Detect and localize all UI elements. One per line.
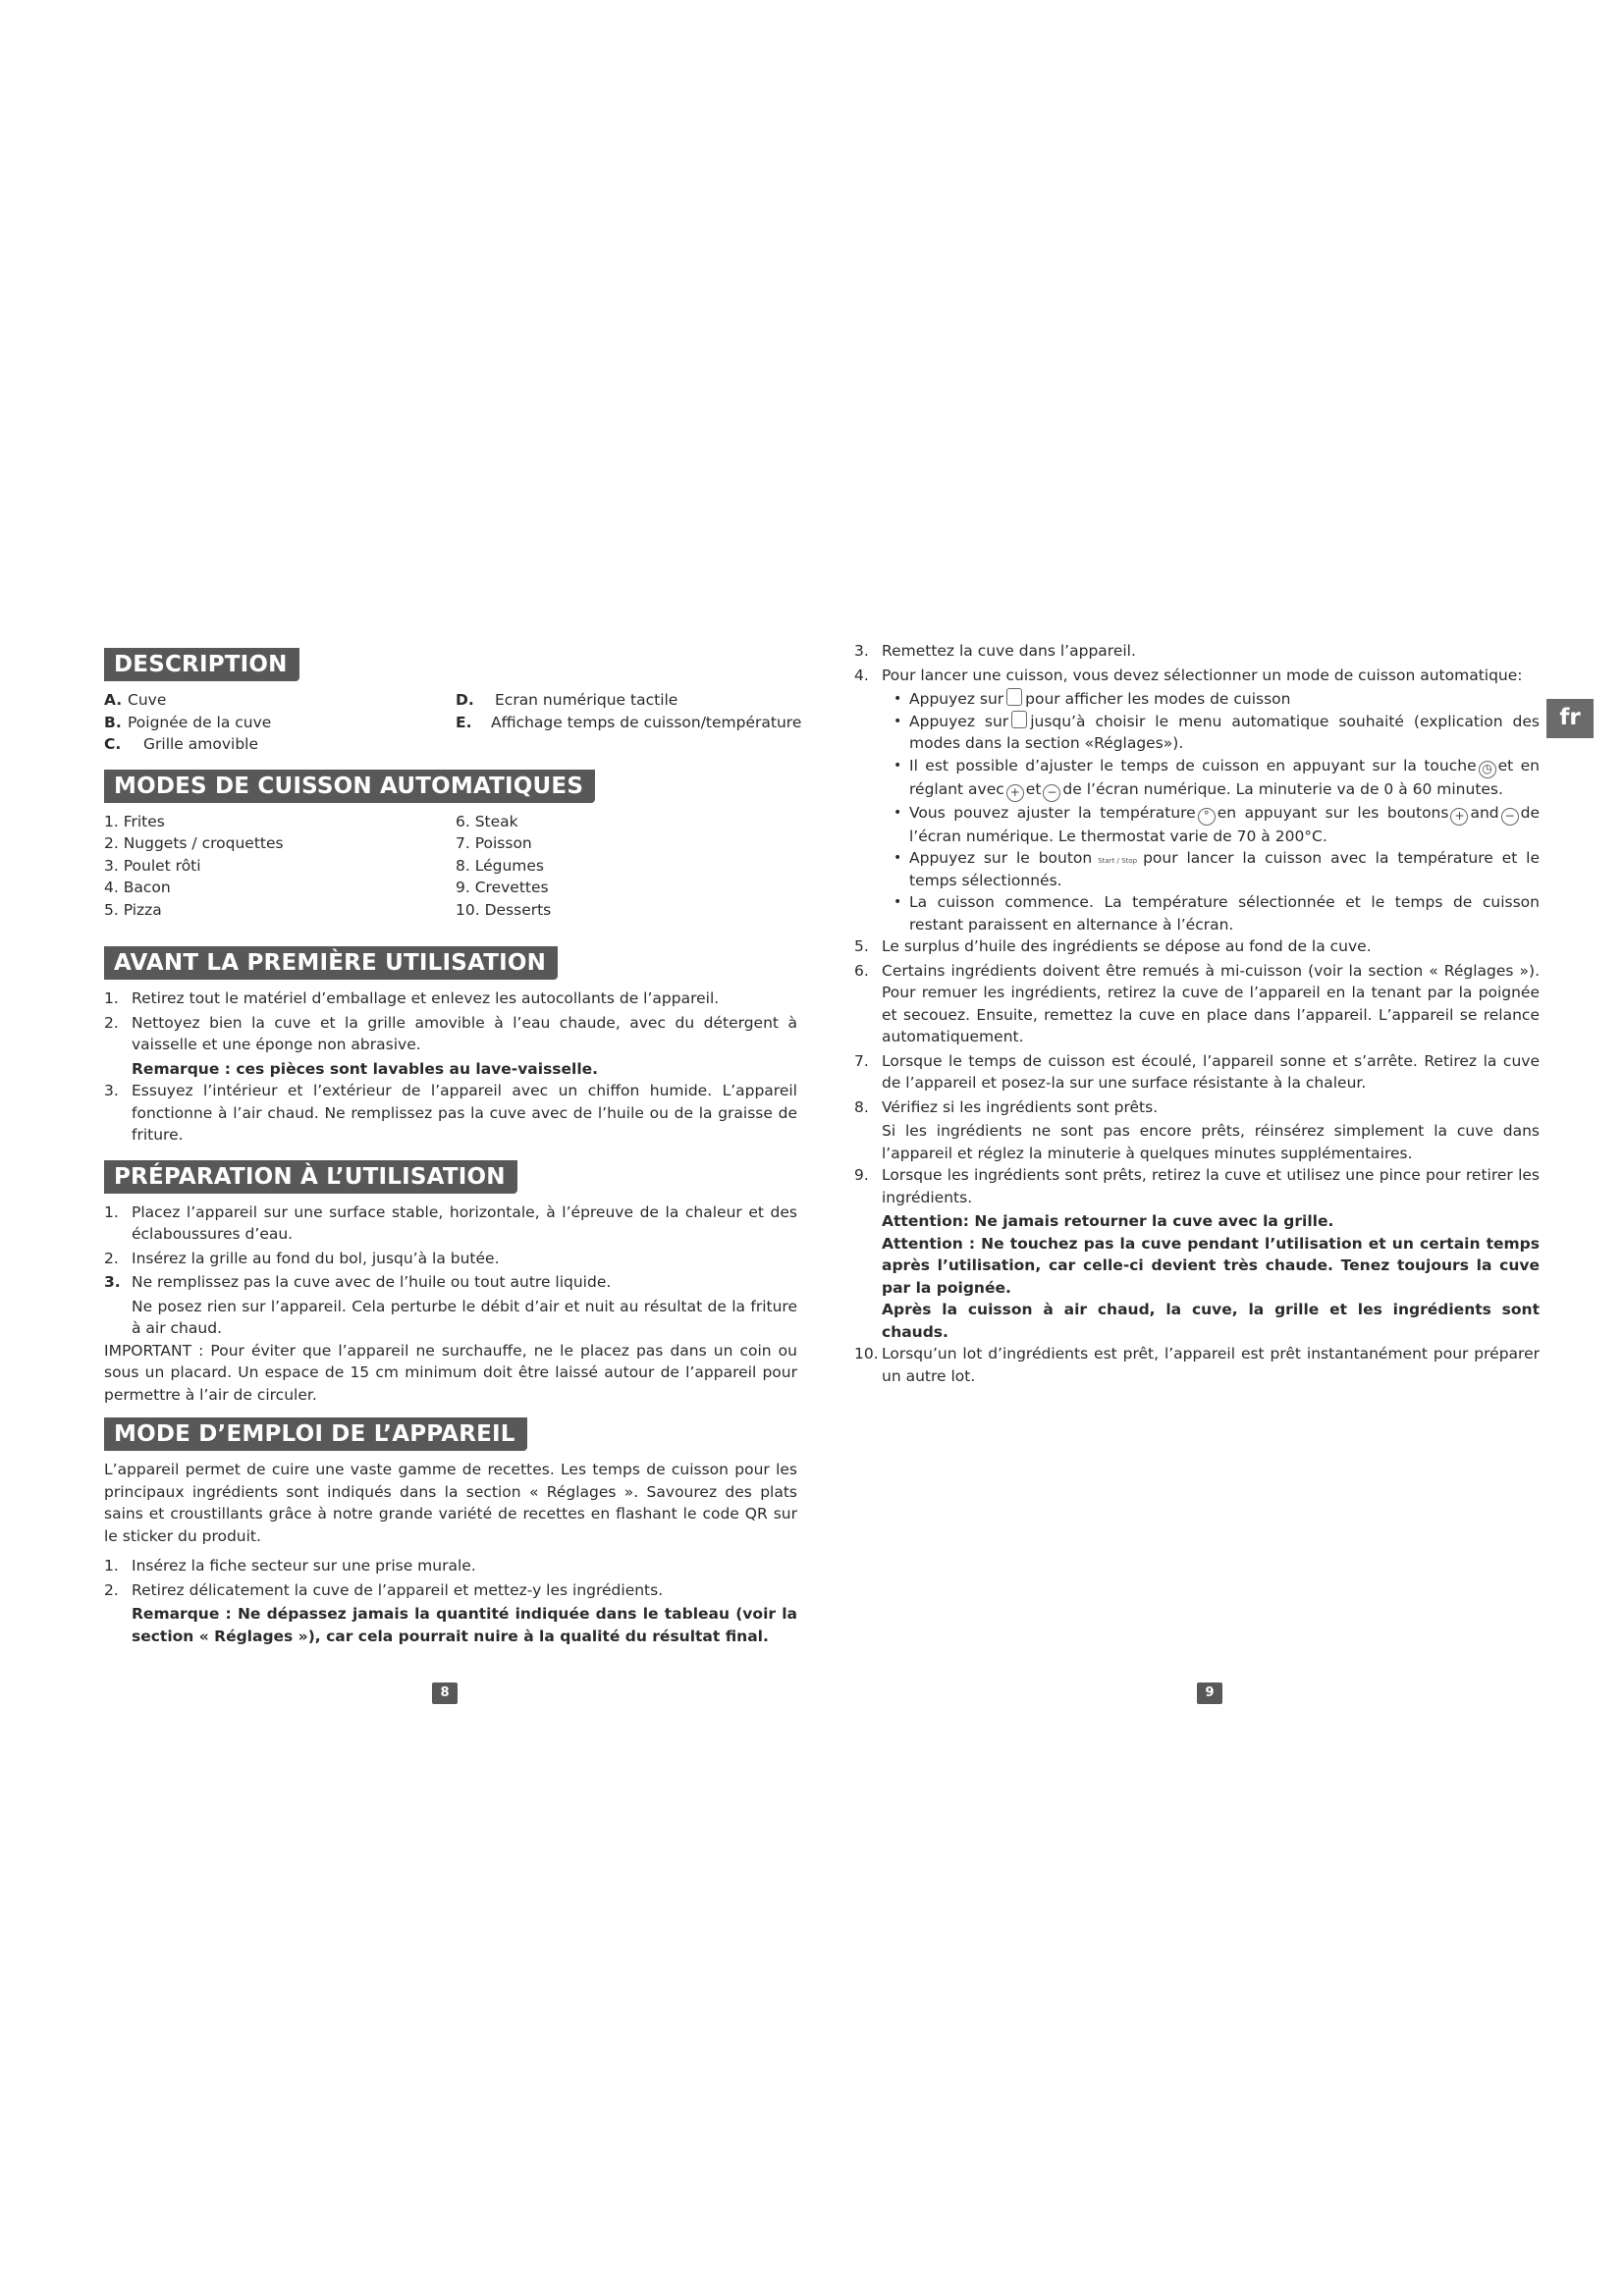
step-text: Nettoyez bien la cuve et la grille amovible à l’eau chaude, avec du détergent à vaisselle et une éponge non abrasive. <box>132 1013 797 1053</box>
avant-step <box>104 988 797 1010</box>
usage-bullet: • Appuyez sur jusqu’à choisir le menu automatique souhaité (explication des modes dans la section «Réglages»). <box>893 712 1540 752</box>
mode-item: 5. Pizza <box>104 900 162 919</box>
item-label: Affichage temps de cuisson/température <box>491 713 802 731</box>
bullet-text: Il est possible d’ajuster le temps de cuisson en appuyant sur la touche <box>909 756 1477 774</box>
preparation-heading: PRÉPARATION À L’UTILISATION <box>104 1160 517 1194</box>
bullet-text: et en réglant avec <box>909 756 1540 798</box>
step-number: 8. <box>854 1097 869 1116</box>
description-col-left <box>104 689 456 756</box>
minus-icon: − <box>1501 808 1519 826</box>
step-number: 3. <box>104 1273 121 1291</box>
mode-item: 9. Crevettes <box>456 879 549 896</box>
thermometer-icon: ° <box>1198 808 1216 826</box>
language-tab: fr <box>1546 699 1594 738</box>
mode-item: 3. Poulet rôti <box>104 856 201 875</box>
page-number-left: 8 <box>432 1682 458 1704</box>
usage-step <box>854 1096 1540 1119</box>
step-number: 4. <box>854 666 869 684</box>
bullet-text: de l’écran numérique. Le thermostat varie de 70 à 200°C. <box>909 803 1541 845</box>
step-number: 1. <box>104 1557 119 1575</box>
avant-step <box>104 1080 797 1147</box>
step-text: Ne remplissez pas la cuve avec de l’huile ou tout autre liquide. <box>132 1273 612 1291</box>
step-text: Pour lancer une cuisson, vous devez sélectionner un mode de cuisson automatique: <box>882 666 1523 684</box>
important-note: IMPORTANT : Pour éviter que l’appareil ne surchauffe, ne le placez pas dans un coin ou sous un placard. Un espace de 15 cm minimum doit être laissé autour de l’appareil pour permettre à l’air de circuler. <box>104 1341 797 1404</box>
mode-emploi-heading: MODE D’EMPLOI DE L’APPAREIL <box>104 1417 527 1451</box>
bullet-text: et <box>1025 779 1042 798</box>
avant-step-note: Remarque : ces pièces sont lavables au lave-vaisselle. <box>132 1059 599 1078</box>
step-number: 7. <box>854 1051 869 1070</box>
timer-icon: ◷ <box>1479 761 1496 778</box>
step-number: 1. <box>104 1202 119 1221</box>
avant-heading: AVANT LA PREMIÈRE UTILISATION <box>104 946 558 980</box>
usage-bullets <box>854 688 1540 935</box>
preparation-step <box>104 1201 797 1246</box>
item-label: Cuve <box>128 691 167 709</box>
bullet-text: Appuyez sur le bouton <box>909 849 1093 867</box>
step-number: 5. <box>854 937 869 955</box>
bullet-text: pour lancer la cuisson avec la température et le temps sélectionnés. <box>909 849 1541 889</box>
start-stop-icon: Start / Stop <box>1098 857 1138 865</box>
mode-emploi-note: Remarque : Ne dépassez jamais la quantité indiquée dans le tableau (voir la section « Réglages »), car cela pourrait nuire à la qualité du résultat final. <box>132 1605 797 1645</box>
mode-item: 4. Bacon <box>104 879 171 896</box>
mode-emploi-body <box>104 1459 797 1647</box>
item-label: Ecran numérique tactile <box>495 691 678 709</box>
description-item <box>104 712 456 734</box>
usage-bullet: • Appuyez sur pour afficher les modes de cuisson <box>893 690 1291 708</box>
menu-icon <box>1011 711 1027 728</box>
item-key: C. <box>104 735 122 753</box>
step-text: Remettez la cuve dans l’appareil. <box>882 642 1136 660</box>
item-label: Poignée de la cuve <box>128 713 272 731</box>
step-number: 10. <box>854 1345 879 1362</box>
bullet-text: and <box>1470 803 1499 822</box>
plus-icon: + <box>1450 808 1468 826</box>
step-text: Retirez délicatement la cuve de l’appareil et mettez-y les ingrédients. <box>132 1580 664 1599</box>
bullet-text: Vous pouvez ajuster la température <box>909 803 1196 822</box>
step-number: 3. <box>854 642 869 660</box>
description-item <box>456 712 802 734</box>
step-text: Lorsque les ingrédients sont prêts, retirez la cuve et utilisez une pince pour retirer les ingrédients. <box>882 1166 1540 1206</box>
description-item <box>104 733 456 756</box>
right-page <box>854 640 1540 1389</box>
step-text: Retirez tout le matériel d’emballage et enlevez les autocollants de l’appareil. <box>132 989 720 1007</box>
minus-icon: − <box>1043 784 1060 802</box>
step-text: Insérez la grille au fond du bol, jusqu’à la butée. <box>132 1249 500 1267</box>
bullet-text: de l’écran numérique. La minuterie va de 0 à 60 minutes. <box>1062 779 1503 798</box>
modes-col-right <box>456 811 799 922</box>
usage-step <box>854 935 1540 958</box>
mode-emploi-intro: L’appareil permet de cuire une vaste gamme de recettes. Les temps de cuisson pour les principaux ingrédients sont indiqués dans la section « Réglages ». Savourez des plats sains et croustillants grâce à notre grande variété de recettes en flashant le code QR sur le sticker du produit. <box>104 1461 797 1545</box>
step-text: Insérez la fiche secteur sur une prise murale. <box>132 1557 476 1575</box>
step-text: Certains ingrédients doivent être remués à mi-cuisson (voir la section « Réglages »). Pour remuer les ingrédients, retirez la cuve de l’appareil en la tenant par la poignée et secouez. Ensuite, remettez la cuve en place dans l’appareil. L’appareil se relance automatiquement. <box>882 961 1540 1045</box>
usage-step <box>854 1343 1540 1387</box>
item-label: Grille amovible <box>143 735 259 753</box>
modes-list <box>104 811 797 922</box>
usage-bullet: • Il est possible d’ajuster le temps de cuisson en appuyant sur la touche ◷ et en réglant avec + et − de l’écran numérique. La minuterie va de 0 à 60 minutes. <box>893 755 1540 802</box>
step-number: 2. <box>104 1580 119 1599</box>
mode-item: 1. Frites <box>104 812 165 830</box>
description-item <box>104 689 456 712</box>
attention-note: Attention: Ne jamais retourner la cuve avec la grille. <box>882 1212 1334 1230</box>
mode-item: 7. Poisson <box>456 834 532 852</box>
usage-step-extra: Si les ingrédients ne sont pas encore prêts, réinsérez simplement la cuve dans l’appareil et réglez la minuterie à quelques minutes supplémentaires. <box>882 1122 1540 1162</box>
item-key: E. <box>456 713 472 731</box>
description-list <box>104 689 802 756</box>
preparation-step <box>104 1248 797 1270</box>
description-col-right <box>456 689 802 756</box>
bullet-text: La cuisson commence. La température sélectionnée et le temps de cuisson restant paraissent en alternance à l’écran. <box>909 893 1540 934</box>
step-text: Lorsqu’un lot d’ingrédients est prêt, l’appareil est prêt instantanément pour préparer un autre lot. <box>882 1345 1540 1385</box>
mode-item: 8. Légumes <box>456 856 544 875</box>
step-text: Le surplus d’huile des ingrédients se dépose au fond de la cuve. <box>882 937 1372 955</box>
usage-bullet: • Vous pouvez ajuster la température ° en appuyant sur les boutons + and − de l’écran numérique. Le thermostat varie de 70 à 200°C. <box>893 803 1541 845</box>
preparation-step <box>104 1271 797 1294</box>
bullet-text: Appuyez sur <box>909 712 1009 730</box>
left-page <box>104 648 802 1647</box>
step-text: Placez l’appareil sur une surface stable, horizontale, à l’épreuve de la chaleur et des éclaboussures d’eau. <box>132 1202 797 1243</box>
usage-step <box>854 640 1540 663</box>
description-heading: DESCRIPTION <box>104 648 299 681</box>
step-number: 2. <box>104 1013 119 1032</box>
mode-emploi-step <box>104 1555 797 1577</box>
bullet-text: Appuyez sur <box>909 690 1004 708</box>
attention-note: Attention : Ne touchez pas la cuve pendant l’utilisation et un certain temps après l’utilisation, car celle-ci devient très chaude. Tenez toujours la cuve par la poignée. <box>882 1234 1540 1297</box>
page-number-right: 9 <box>1197 1682 1222 1704</box>
item-key: D. <box>456 691 474 709</box>
preparation-steps <box>104 1201 797 1407</box>
usage-bullet: • La cuisson commence. La température sélectionnée et le temps de cuisson restant paraissent en alternance à l’écran. <box>893 891 1540 935</box>
bullet-text: jusqu’à choisir le menu automatique souhaité (explication des modes dans la section «Réglages»). <box>909 712 1540 752</box>
menu-icon <box>1006 688 1022 706</box>
bullet-text: pour afficher les modes de cuisson <box>1025 690 1291 708</box>
step-number: 9. <box>854 1166 869 1184</box>
step-text: Vérifiez si les ingrédients sont prêts. <box>882 1097 1159 1116</box>
step-number: 1. <box>104 989 119 1007</box>
description-item <box>456 689 799 712</box>
preparation-step-extra: Ne posez rien sur l’appareil. Cela perturbe le débit d’air et nuit au résultat de la friture à air chaud. <box>132 1297 797 1337</box>
avant-step <box>104 1012 797 1056</box>
mode-item: 10. Desserts <box>456 900 552 919</box>
avant-steps <box>104 988 797 1147</box>
modes-heading: MODES DE CUISSON AUTOMATIQUES <box>104 770 595 803</box>
plus-icon: + <box>1006 784 1024 802</box>
usage-step <box>854 960 1540 1048</box>
usage-bullet: • Appuyez sur le bouton Start / Stop pour lancer la cuisson avec la température et le temps sélectionnés. <box>893 849 1541 889</box>
mode-emploi-step <box>104 1579 797 1602</box>
bullet-text: en appuyant sur les boutons <box>1217 803 1449 822</box>
usage-step <box>854 1050 1540 1095</box>
usage-step <box>854 1164 1540 1208</box>
step-number: 3. <box>104 1082 119 1099</box>
mode-item: 2. Nuggets / croquettes <box>104 834 284 852</box>
step-text: Essuyez l’intérieur et l’extérieur de l’appareil avec un chiffon humide. L’appareil fonctionne à l’air chaud. Ne remplissez pas la cuve avec de l’huile ou de la graisse de friture. <box>132 1082 797 1144</box>
step-number: 6. <box>854 961 869 980</box>
step-text: Lorsque le temps de cuisson est écoulé, l’appareil sonne et s’arrête. Retirez la cuve de l’appareil et posez-la sur une surface résistante à la chaleur. <box>882 1051 1540 1092</box>
usage-step <box>854 665 1540 687</box>
attention-note: Après la cuisson à air chaud, la cuve, la grille et les ingrédients sont chauds. <box>882 1301 1540 1341</box>
step-number: 2. <box>104 1249 119 1267</box>
modes-col-left <box>104 811 456 922</box>
item-key: B. <box>104 713 122 731</box>
item-key: A. <box>104 691 123 709</box>
mode-item: 6. Steak <box>456 812 518 830</box>
